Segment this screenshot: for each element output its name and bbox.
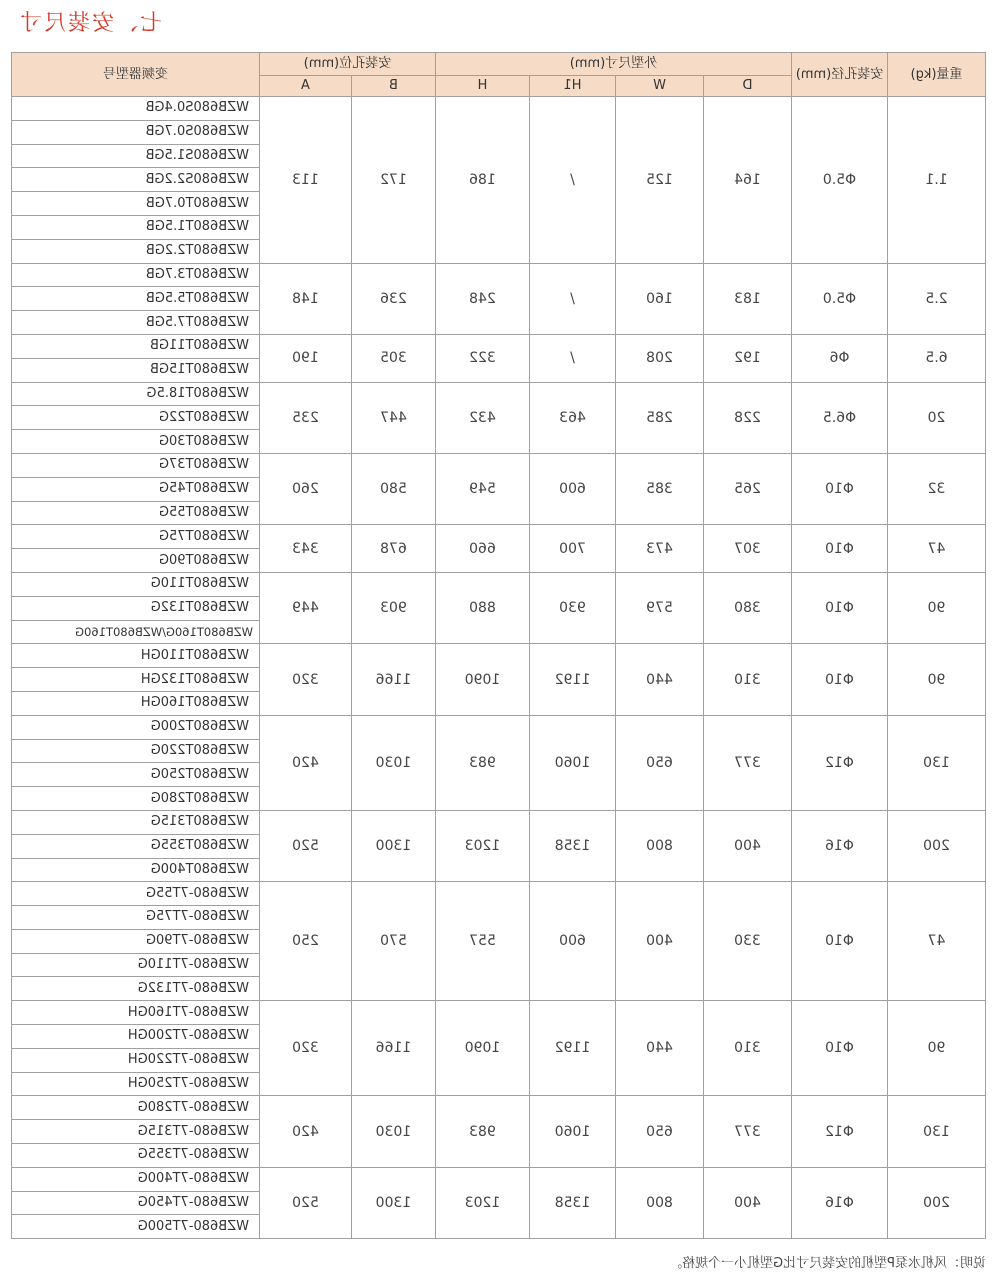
H-cell: 1203 xyxy=(435,1167,529,1238)
W-cell: 285 xyxy=(616,382,704,453)
H-cell: 1090 xyxy=(435,1001,529,1096)
weight-cell: 90 xyxy=(888,644,986,715)
W-cell: 440 xyxy=(616,644,704,715)
model-cell: WZB680T355G xyxy=(11,834,259,858)
weight-cell: 32 xyxy=(888,453,986,524)
header-outline-size: 外型尺寸(mm) xyxy=(435,53,791,76)
model-cell: WZB680T110GH xyxy=(11,644,259,668)
W-cell: 160 xyxy=(616,263,704,334)
header-model: 变频器型号 xyxy=(11,53,259,97)
W-cell: 579 xyxy=(616,572,704,643)
model-cell: WZB680T110G xyxy=(11,572,259,596)
W-cell: 473 xyxy=(616,525,704,573)
B-cell: 1166 xyxy=(351,1001,435,1096)
A-cell: 449 xyxy=(259,572,351,643)
H-cell: 660 xyxy=(435,525,529,573)
W-cell: 208 xyxy=(616,334,704,382)
A-cell: 260 xyxy=(259,453,351,524)
model-cell: WZB680S2.2GB xyxy=(11,168,259,192)
model-cell: WZB680T55G xyxy=(11,501,259,525)
table-row xyxy=(11,263,985,287)
H1-cell: 600 xyxy=(530,453,616,524)
hole-diameter-cell: Φ10 xyxy=(792,882,888,1001)
model-cell: WZB680T75G xyxy=(11,525,259,549)
model-cell: WZB680T22G xyxy=(11,406,259,430)
H-cell: 557 xyxy=(435,882,529,1001)
model-cell: WZB680-7T55G xyxy=(11,882,259,906)
model-cell: WZB680-7T132G xyxy=(11,977,259,1001)
B-cell: 580 xyxy=(351,453,435,524)
B-cell: 1030 xyxy=(351,1096,435,1167)
B-cell: 172 xyxy=(351,97,435,264)
model-cell: WZB680-7T280G xyxy=(11,1096,259,1120)
H1-cell: 1060 xyxy=(530,1096,616,1167)
hole-diameter-cell: Φ5.0 xyxy=(792,97,888,264)
H-cell: 432 xyxy=(435,382,529,453)
W-cell: 800 xyxy=(616,1167,704,1238)
H1-cell: 1358 xyxy=(530,810,616,881)
H-cell: 1203 xyxy=(435,810,529,881)
D-cell: 400 xyxy=(704,810,792,881)
hole-diameter-cell: Φ10 xyxy=(792,1001,888,1096)
H-cell: 983 xyxy=(435,715,529,810)
header-hole-diameter: 安装孔径(mm) xyxy=(792,53,888,97)
model-cell: WZB680T220G xyxy=(11,739,259,763)
model-cell: WZB680-7T110G xyxy=(11,953,259,977)
H-cell: 322 xyxy=(435,334,529,382)
A-cell: 520 xyxy=(259,1167,351,1238)
model-cell: WZB680T5.5GB xyxy=(11,287,259,311)
W-cell: 650 xyxy=(616,1096,704,1167)
table-row xyxy=(11,644,985,668)
model-cell: WZB680T132G xyxy=(11,596,259,620)
table-row xyxy=(11,1096,985,1120)
H-cell: 983 xyxy=(435,1096,529,1167)
B-cell: 1300 xyxy=(351,810,435,881)
model-cell: WZB680T1.5GB xyxy=(11,215,259,239)
B-cell: 447 xyxy=(351,382,435,453)
header-H1: H1 xyxy=(530,76,616,97)
A-cell: 250 xyxy=(259,882,351,1001)
model-cell: WZB680T315G xyxy=(11,810,259,834)
B-cell: 305 xyxy=(351,334,435,382)
model-cell: WZB680T0.7GB xyxy=(11,192,259,216)
header-D: D xyxy=(704,76,792,97)
table-row xyxy=(11,810,985,834)
model-cell: WZB680T15GB xyxy=(11,358,259,382)
H1-cell: 1192 xyxy=(530,644,616,715)
table-row xyxy=(11,453,985,477)
hole-diameter-cell: Φ10 xyxy=(792,453,888,524)
D-cell: 228 xyxy=(704,382,792,453)
D-cell: 307 xyxy=(704,525,792,573)
A-cell: 113 xyxy=(259,97,351,264)
model-cell: WZB680S0.7GB xyxy=(11,120,259,144)
A-cell: 420 xyxy=(259,1096,351,1167)
weight-cell: 6.5 xyxy=(888,334,986,382)
model-cell: WZB680T2.2GB xyxy=(11,239,259,263)
A-cell: 148 xyxy=(259,263,351,334)
D-cell: 310 xyxy=(704,644,792,715)
A-cell: 190 xyxy=(259,334,351,382)
header-H: H xyxy=(435,76,529,97)
header-A: A xyxy=(259,76,351,97)
model-cell: WZB680-7T160GH xyxy=(11,1001,259,1025)
D-cell: 183 xyxy=(704,263,792,334)
D-cell: 310 xyxy=(704,1001,792,1096)
model-cell: WZB680-7T250GH xyxy=(11,1072,259,1096)
model-cell: WZB680T7.5GB xyxy=(11,311,259,335)
header-W: W xyxy=(616,76,704,97)
hole-diameter-cell: Φ6 xyxy=(792,334,888,382)
model-cell: WZB680T45G xyxy=(11,477,259,501)
H1-cell: / xyxy=(530,334,616,382)
W-cell: 650 xyxy=(616,715,704,810)
weight-cell: 47 xyxy=(888,882,986,1001)
table-row xyxy=(11,1167,985,1191)
W-cell: 125 xyxy=(616,97,704,264)
model-cell: WZB680T400G xyxy=(11,858,259,882)
D-cell: 400 xyxy=(704,1167,792,1238)
D-cell: 377 xyxy=(704,1096,792,1167)
hole-diameter-cell: Φ12 xyxy=(792,715,888,810)
H-cell: 248 xyxy=(435,263,529,334)
A-cell: 343 xyxy=(259,525,351,573)
D-cell: 330 xyxy=(704,882,792,1001)
W-cell: 400 xyxy=(616,882,704,1001)
weight-cell: 130 xyxy=(888,1096,986,1167)
model-cell: WZB680-7T90G xyxy=(11,929,259,953)
hole-diameter-cell: Φ5.0 xyxy=(792,263,888,334)
W-cell: 440 xyxy=(616,1001,704,1096)
header-B: B xyxy=(351,76,435,97)
B-cell: 1166 xyxy=(351,644,435,715)
hole-diameter-cell: Φ12 xyxy=(792,1096,888,1167)
weight-cell: 1.1 xyxy=(888,97,986,264)
model-cell: WZB680-7T500G xyxy=(11,1215,259,1239)
table-row xyxy=(11,572,985,596)
B-cell: 236 xyxy=(351,263,435,334)
table-row xyxy=(11,382,985,406)
hole-diameter-cell: Φ10 xyxy=(792,525,888,573)
W-cell: 800 xyxy=(616,810,704,881)
H-cell: 186 xyxy=(435,97,529,264)
model-cell: WZB680T37G xyxy=(11,453,259,477)
section-title: 七、安装尺寸 xyxy=(18,11,163,36)
H1-cell: / xyxy=(530,263,616,334)
weight-cell: 2.5 xyxy=(888,263,986,334)
H-cell: 1090 xyxy=(435,644,529,715)
weight-cell: 90 xyxy=(888,572,986,643)
model-cell: WZB680-7T200GH xyxy=(11,1025,259,1049)
weight-cell: 200 xyxy=(888,1167,986,1238)
model-cell: WZB680-7T400G xyxy=(11,1167,259,1191)
table-row xyxy=(11,334,985,358)
B-cell: 1300 xyxy=(351,1167,435,1238)
H1-cell: / xyxy=(530,97,616,264)
H1-cell: 463 xyxy=(530,382,616,453)
D-cell: 265 xyxy=(704,453,792,524)
D-cell: 377 xyxy=(704,715,792,810)
header-mount-position: 安装孔位(mm) xyxy=(259,53,435,76)
model-cell: WZB680T90G xyxy=(11,549,259,573)
hole-diameter-cell: Φ6.5 xyxy=(792,382,888,453)
install-dimension-table xyxy=(11,52,986,1239)
model-cell: WZB680S0.4GB xyxy=(11,97,259,121)
A-cell: 420 xyxy=(259,715,351,810)
B-cell: 678 xyxy=(351,525,435,573)
weight-cell: 20 xyxy=(888,382,986,453)
B-cell: 1030 xyxy=(351,715,435,810)
H1-cell: 600 xyxy=(530,882,616,1001)
weight-cell: 130 xyxy=(888,715,986,810)
model-cell: WZB680-7T220GH xyxy=(11,1048,259,1072)
H1-cell: 700 xyxy=(530,525,616,573)
model-cell: WZB680T18.5G xyxy=(11,382,259,406)
table-row xyxy=(11,1001,985,1025)
table-row xyxy=(11,715,985,739)
model-cell: WZB680-7T75G xyxy=(11,906,259,930)
H1-cell: 1192 xyxy=(530,1001,616,1096)
A-cell: 520 xyxy=(259,810,351,881)
table-row xyxy=(11,882,985,906)
D-cell: 164 xyxy=(704,97,792,264)
hole-diameter-cell: Φ10 xyxy=(792,644,888,715)
table-row xyxy=(11,97,985,121)
H1-cell: 930 xyxy=(530,572,616,643)
W-cell: 385 xyxy=(616,453,704,524)
model-cell: WZB680S1.5GB xyxy=(11,144,259,168)
A-cell: 235 xyxy=(259,382,351,453)
model-cell: WZB680T3.7GB xyxy=(11,263,259,287)
H1-cell: 1358 xyxy=(530,1167,616,1238)
model-cell: WZB680T160G/WZB680T160G xyxy=(11,620,259,644)
B-cell: 903 xyxy=(351,572,435,643)
A-cell: 320 xyxy=(259,644,351,715)
model-cell: WZB680-7T450G xyxy=(11,1191,259,1215)
weight-cell: 90 xyxy=(888,1001,986,1096)
model-cell: WZB680T200G xyxy=(11,715,259,739)
A-cell: 320 xyxy=(259,1001,351,1096)
D-cell: 192 xyxy=(704,334,792,382)
model-cell: WZB680T30G xyxy=(11,430,259,454)
B-cell: 570 xyxy=(351,882,435,1001)
H-cell: 880 xyxy=(435,572,529,643)
table-row xyxy=(11,525,985,549)
D-cell: 380 xyxy=(704,572,792,643)
model-cell: WZB680T250G xyxy=(11,763,259,787)
model-cell: WZB680T11GB xyxy=(11,334,259,358)
H1-cell: 1060 xyxy=(530,715,616,810)
footnote: 说明：风机水泵P型机的安装尺寸比G型机小一个规格。 xyxy=(669,1256,986,1271)
H-cell: 549 xyxy=(435,453,529,524)
hole-diameter-cell: Φ16 xyxy=(792,810,888,881)
model-cell: WZB680T132GH xyxy=(11,668,259,692)
model-cell: WZB680-7T315G xyxy=(11,1120,259,1144)
hole-diameter-cell: Φ16 xyxy=(792,1167,888,1238)
table-body xyxy=(11,97,985,1239)
header-weight: 重量(kg) xyxy=(888,53,986,97)
model-cell: WZB680T160GH xyxy=(11,691,259,715)
model-cell: WZB680T280G xyxy=(11,787,259,811)
model-cell: WZB680-7T355G xyxy=(11,1144,259,1168)
weight-cell: 47 xyxy=(888,525,986,573)
weight-cell: 200 xyxy=(888,810,986,881)
hole-diameter-cell: Φ10 xyxy=(792,572,888,643)
